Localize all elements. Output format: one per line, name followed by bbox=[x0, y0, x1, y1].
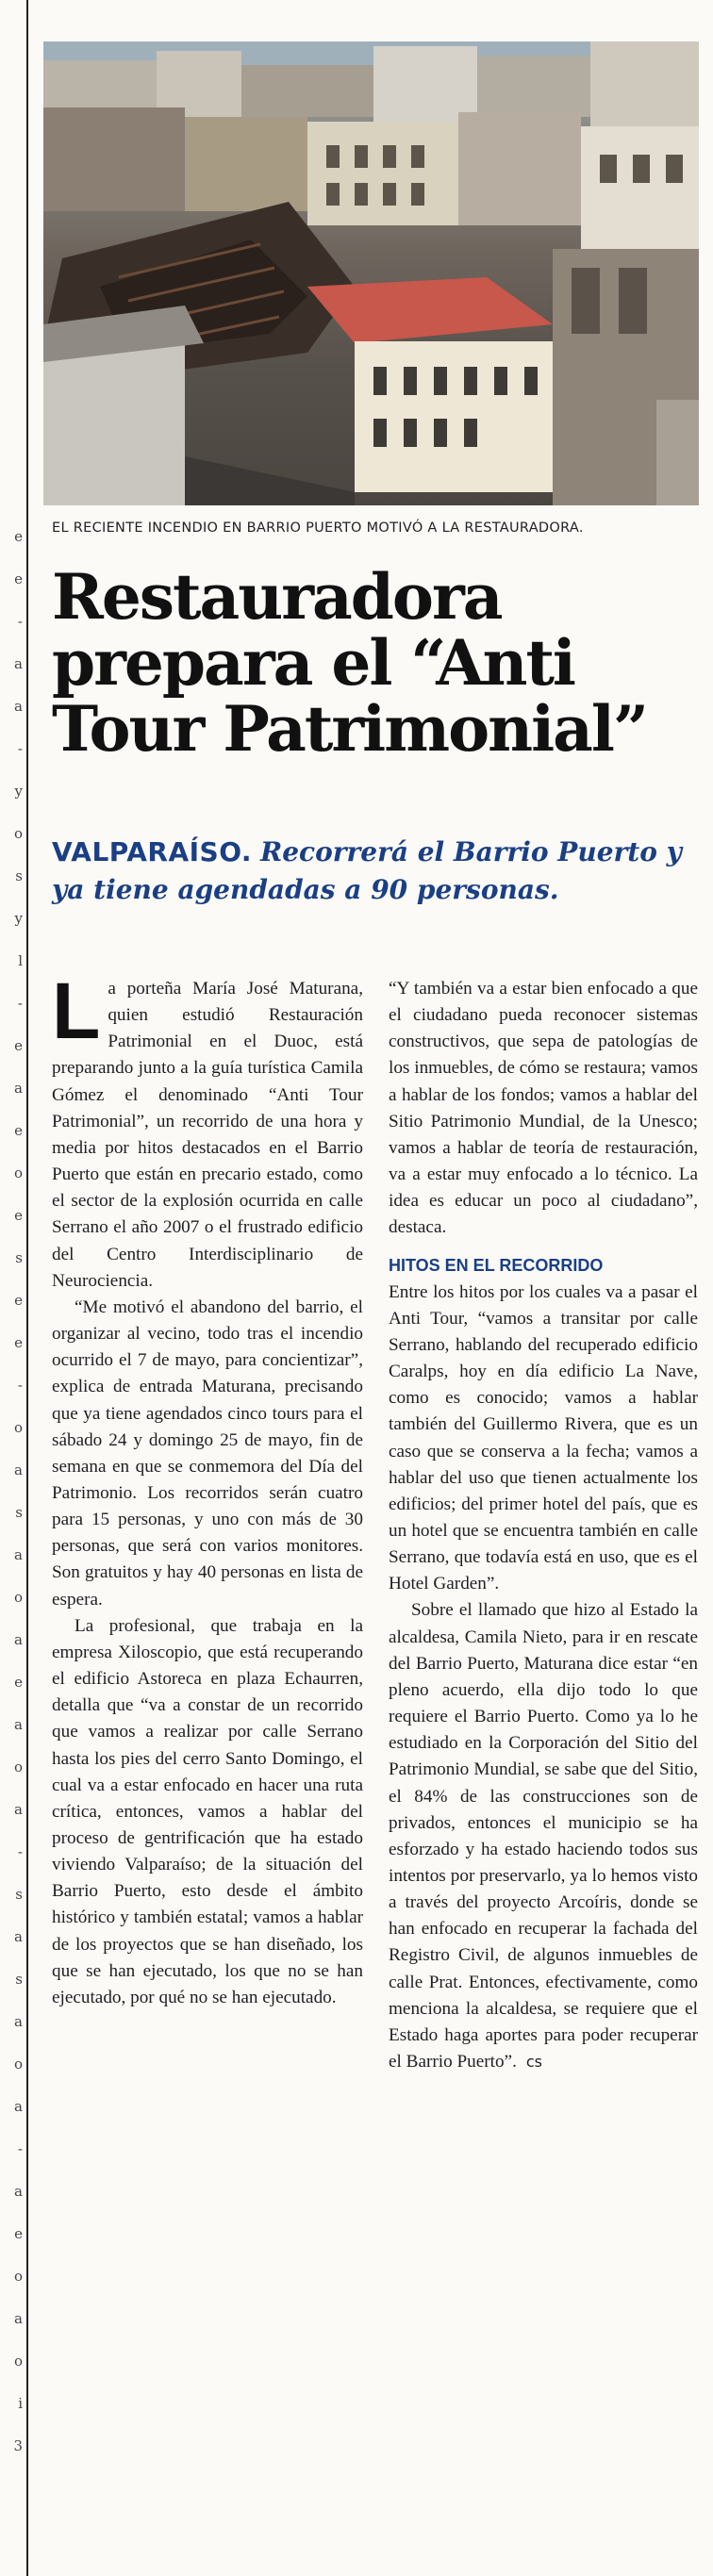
gutter-fragment: a bbox=[14, 1080, 23, 1097]
gutter-fragment: a bbox=[14, 2013, 23, 2030]
gutter-fragment: s bbox=[15, 1971, 23, 1988]
gutter-fragment: o bbox=[13, 825, 23, 842]
photo-caption: EL RECIENTE INCENDIO EN BARRIO PUERTO MOTIVÓ A LA RESTAURADORA. bbox=[52, 520, 584, 536]
gutter-fragment: e bbox=[14, 1207, 23, 1224]
gutter-fragment: a bbox=[14, 1716, 23, 1733]
gutter-fragment: e bbox=[14, 2225, 23, 2242]
gutter-fragment: - bbox=[17, 1843, 23, 1860]
article-photo bbox=[43, 41, 699, 505]
gutter-fragment: e bbox=[14, 528, 23, 545]
paragraph: “Y también va a estar bien enfocado a que el ciudadano pueda reconocer sistemas constructivos, que sepa de patologías de los inmuebles, de cómo se restaura; vamos a hablar de los fondos; vamos a hablar del Sitio Patrimonio Mundial, de la Unesco; vamos a hablar de teoría de restauración, va a estar muy enfocado a lo técnico. La idea es educar un poco al ciudadano”, destaca. bbox=[389, 979, 698, 1238]
gutter-fragment: y bbox=[14, 910, 23, 927]
gutter-fragment: y bbox=[14, 783, 23, 800]
gutter-fragment: s bbox=[15, 1249, 23, 1266]
column-divider bbox=[26, 0, 28, 2576]
paragraph: “Me motivó el abandono del barrio, el organizar al vecino, todo tras el incendio ocurrido el 7 de mayo, para concientizar”, explica de entrada Maturana, precisando que ya tiene agendados cinco tours para el sábado 24 y domingo 25 de mayo, fin de semana en que se conmemora del Día del Patrimonio. Los recorridos serán cuatro para 15 personas, y uno con más de 30 personas, que será con varios monitores. Son gratuitos y hay 40 personas en lista de espera. bbox=[52, 1296, 363, 1610]
gutter-fragment: a bbox=[14, 1461, 23, 1478]
gutter-fragment: a bbox=[14, 1928, 23, 1945]
gutter-fragment: o bbox=[13, 2353, 23, 2370]
paragraph bbox=[389, 1597, 698, 2075]
gutter-fragment: a bbox=[14, 1546, 23, 1563]
gutter-fragment: a bbox=[14, 2098, 23, 2115]
gutter-fragment: e bbox=[14, 1037, 23, 1054]
gutter-fragment: a bbox=[14, 2310, 23, 2327]
drop-cap: L bbox=[52, 966, 101, 1055]
gutter-fragment: - bbox=[17, 613, 23, 630]
gutter-fragment: o bbox=[13, 1759, 23, 1775]
gutter-fragment: e bbox=[14, 1674, 23, 1691]
deck-text: Recorrerá el Barrio Puerto y ya tiene agendadas a 90 personas. bbox=[52, 836, 682, 905]
paragraph: La profesional, que trabaja en la empresa Xiloscopio, que está recuperando el edificio Astoreca en plaza Echaurren, detalla que “va a constar de un recorrido que vamos a realizar por calle Serrano hasta los pies del cerro Santo Domingo, el cual va a estar enfocado en hacer una ruta crítica, entonces, vamos a hablar del proceso de gentrificación que ha estado viviendo Valparaíso; de la situación del Barrio Puerto, esto desde el ámbito histórico y también estatal; vamos a hablar de los proyectos que se han diseñado, los que se han ejecutado, los que no se han ejecutado, por qué no se han ejecutado. bbox=[52, 1615, 363, 2007]
article-column-left bbox=[52, 966, 363, 2011]
deck bbox=[52, 834, 703, 909]
gutter-fragment: e bbox=[14, 1334, 23, 1351]
gutter-fragment: o bbox=[13, 1589, 23, 1606]
gutter-fragment: - bbox=[17, 1377, 23, 1394]
gutter-fragment: s bbox=[15, 1886, 23, 1903]
gutter-fragment: i bbox=[18, 2395, 23, 2412]
gutter-fragment: - bbox=[17, 740, 23, 757]
gutter-fragment: 3 bbox=[13, 2437, 23, 2454]
gutter-fragment: a bbox=[14, 1631, 23, 1648]
gutter-fragment: e bbox=[14, 1122, 23, 1139]
paragraph-text: Sobre el llamado que hizo al Estado la alcaldesa, Camila Nieto, para ir en rescate del Barrio Puerto, Maturana dice estar “en pleno acuerdo, ella dijo todo lo que requiere el Barrio Puerto. Como ya lo he estudiado en la Corporación del Sitio del Patrimonio Mundial, se sabe que del Sitio, el 84% de las construcciones son de privados, entonces el municipio se ha esforzado y ha estado haciendo todos sus intentos por preservarlo, ya lo hemos visto a través del proyecto Arcoíris, donde se han enfocado en recuperar la fachada del Registro Civil, de algunos inmuebles de calle Prat. Entonces, efectivamente, como menciona la alcaldesa, se requiere que el Estado haga aportes para poder recuperar el Barrio Puerto”. bbox=[389, 1600, 698, 2072]
dateline-place: VALPARAÍSO. bbox=[52, 836, 253, 867]
article-column-right bbox=[389, 976, 698, 2075]
burned-neighborhood-image bbox=[43, 41, 699, 505]
end-mark: cs bbox=[525, 2053, 543, 2072]
gutter-fragment: - bbox=[17, 2140, 23, 2157]
headline: Restauradora prepara el “Anti Tour Patrimonial” bbox=[52, 560, 647, 766]
gutter-fragment: o bbox=[13, 2268, 23, 2285]
gutter-fragment: l bbox=[18, 952, 23, 969]
gutter-fragment: a bbox=[14, 1801, 23, 1818]
paragraph-text: a porteña María José Maturana, quien estudió Restauración Patrimonial en el Duoc, está preparando junto a la guía turística Camila Gómez el denominado “Anti Tour Patrimonial”, un recorrido de una hora y media por hitos destacados en el Barrio Puerto que están en precario estado, como el sector de la explosión ocurrida en calle Serrano el año 2007 o el frustrado edificio del Centro Interdisciplinario de Neurociencia. bbox=[52, 979, 363, 1291]
section-subhead: HITOS EN EL RECORRIDO bbox=[389, 1255, 604, 1275]
gutter-fragment: - bbox=[17, 995, 23, 1012]
gutter-fragment: s bbox=[15, 1504, 23, 1521]
gutter-fragment: a bbox=[14, 698, 23, 715]
gutter-fragment: e bbox=[14, 1292, 23, 1309]
paragraph bbox=[52, 966, 363, 1295]
gutter-fragment: a bbox=[14, 655, 23, 672]
gutter-fragment: a bbox=[14, 2183, 23, 2200]
gutter-fragment: e bbox=[14, 570, 23, 587]
gutter-fragment: s bbox=[15, 867, 23, 884]
paragraph: Entre los hitos por los cuales va a pasar el Anti Tour, “vamos a transitar por calle Serrano, hablando del recuperado edificio Caralps, hoy en día edificio La Nave, como es conocido; vamos a hablar también del Guillermo Rivera, que es un caso que se conserva a la fecha; vamos a hablar del uso que tienen actualmente los edificios; del primer hotel del país, que es un hotel que se encuentra también en calle Serrano, que todavía está en uso, que es el Hotel Garden”. bbox=[389, 1281, 698, 1594]
gutter-fragment: o bbox=[13, 1164, 23, 1181]
gutter-fragment: o bbox=[13, 1419, 23, 1436]
gutter-fragment: o bbox=[13, 2056, 23, 2072]
